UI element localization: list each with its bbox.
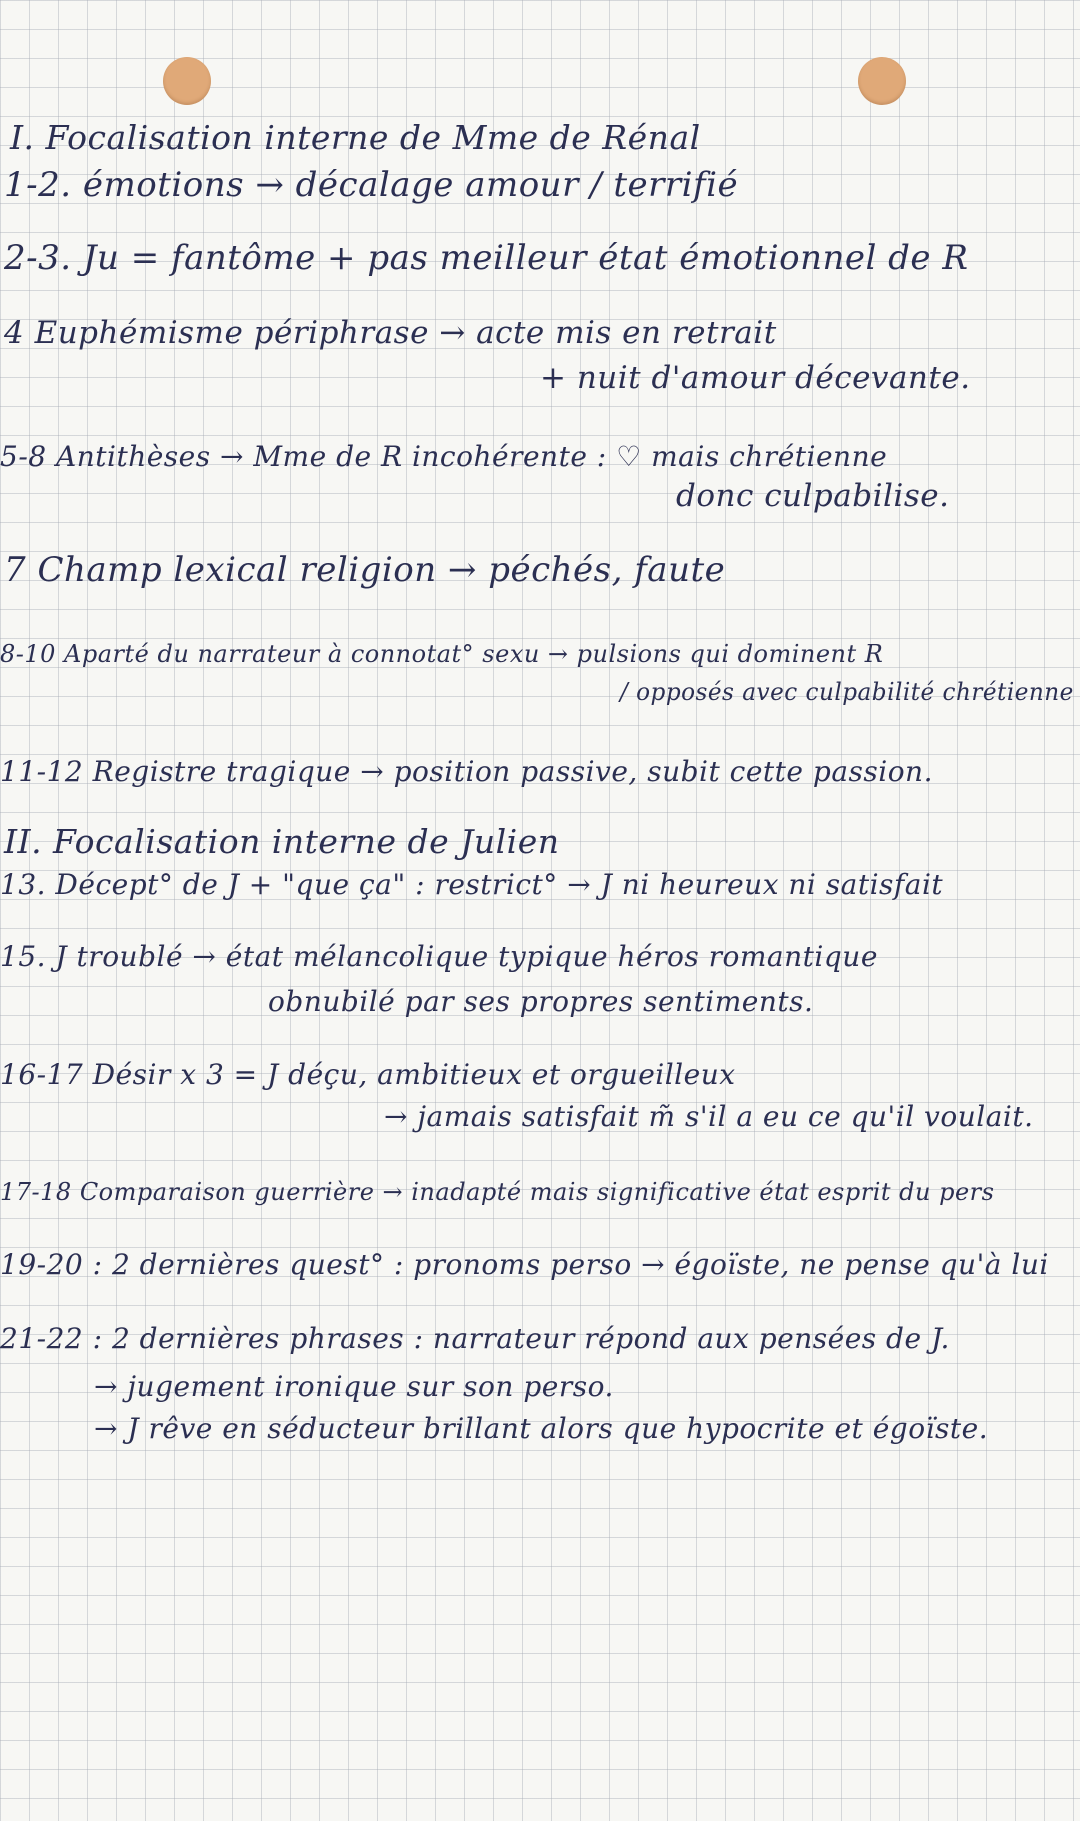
- note-line: 16-17 Désir x 3 = J déçu, ambitieux et orgueilleux: [0, 1058, 736, 1091]
- note-line: + nuit d'amour décevante.: [540, 360, 971, 396]
- note-line: 13. Décept° de J + "que ça" : restrict° → J ni heureux ni satisfait: [0, 868, 944, 901]
- note-line: 19-20 : 2 dernières quest° : pronoms perso → égoïste, ne pense qu'à lui: [0, 1248, 1049, 1281]
- note-line: → jugement ironique sur son perso.: [94, 1370, 614, 1403]
- binder-hole-right: [858, 57, 906, 105]
- note-line: 5-8 Antithèses → Mme de R incohérente : ♡ mais chrétienne: [0, 440, 888, 473]
- note-line: 2-3. Ju = fantôme + pas meilleur état émotionnel de R: [4, 238, 969, 278]
- note-line: 1-2. émotions → décalage amour / terrifié: [4, 165, 739, 205]
- note-line: 21-22 : 2 dernières phrases : narrateur répond aux pensées de J.: [0, 1322, 950, 1355]
- note-line: 4 Euphémisme périphrase → acte mis en retrait: [4, 315, 777, 351]
- binder-hole-left: [163, 57, 211, 105]
- note-line: 17-18 Comparaison guerrière → inadapté mais significative état esprit du pers: [0, 1178, 995, 1206]
- section-heading-2: II. Focalisation interne de Julien: [4, 822, 560, 861]
- note-line: 15. J troublé → état mélancolique typique héros romantique: [0, 940, 878, 973]
- section-heading-1: I. Focalisation interne de Mme de Rénal: [10, 118, 701, 157]
- note-line: → J rêve en séducteur brillant alors que hypocrite et égoïste.: [94, 1412, 989, 1445]
- note-line: → jamais satisfait m̃ s'il a eu ce qu'il voulait.: [384, 1100, 1034, 1133]
- note-line: donc culpabilise.: [676, 478, 950, 514]
- note-line: 7 Champ lexical religion → péchés, faute: [4, 550, 726, 590]
- note-line: obnubilé par ses propres sentiments.: [268, 985, 814, 1018]
- note-line: / opposés avec culpabilité chrétienne: [620, 678, 1074, 706]
- note-line: 11-12 Registre tragique → position passive, subit cette passion.: [0, 755, 933, 788]
- note-line: 8-10 Aparté du narrateur à connotat° sexu → pulsions qui dominent R: [0, 640, 884, 668]
